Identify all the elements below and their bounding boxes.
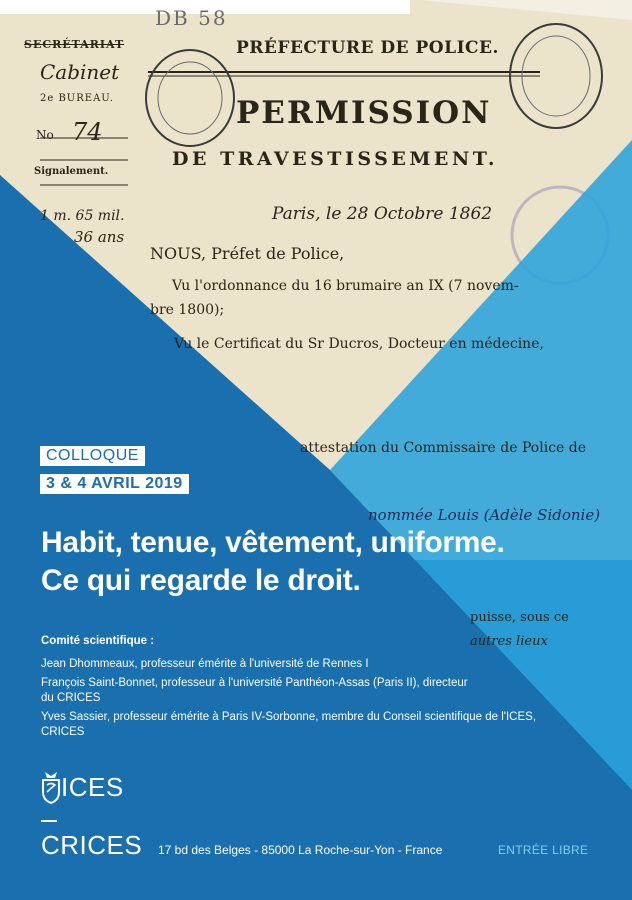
committee-member: Yves Sassier, professeur émérite à Paris IV-Sorbonne, membre du Conseil scientifique de l'ICES, CRICES: [41, 711, 537, 738]
event-type-badge: COLLOQUE: [40, 446, 145, 466]
title-line-1: Habit, tenue, vêtement, uniforme.: [41, 526, 505, 559]
permission-heading: PERMISSION: [236, 95, 492, 131]
prefecture-heading: PRÉFECTURE DE POLICE.: [236, 38, 499, 58]
height-entry: 1 m. 65 mil.: [40, 208, 125, 224]
number-label: No: [36, 128, 54, 142]
committee-title: Comité scientifique :: [41, 635, 155, 647]
ices-name: ICES: [61, 771, 124, 802]
date-line: Paris, le 28 Octobre 1862: [272, 204, 493, 224]
nous-line: NOUS, Préfet de Police,: [150, 244, 345, 263]
free-entry-label: ENTRÉE LIBRE: [498, 843, 589, 857]
shield-crest-icon: [41, 770, 61, 804]
divider: [41, 820, 57, 822]
signalement-label: Signalement.: [34, 166, 109, 177]
number-value: 74: [72, 118, 103, 146]
text-line-2: bre 1800);: [150, 302, 225, 318]
scientific-committee: [41, 634, 581, 744]
age-entry: 36 ans: [74, 228, 125, 246]
text-line-4: attestation du Commissaire de Police de: [300, 440, 587, 456]
title-line-2: Ce qui regarde le droit.: [41, 564, 361, 597]
text-line-6: puisse, sous ce: [470, 610, 569, 625]
committee-member: Jean Dhommeaux, professeur émérite à l'université de Rennes I: [41, 658, 369, 670]
committee-member: François Saint-Bonnet, professeur à l'université Panthéon-Assas (Paris II), directeur du CRICES: [41, 677, 468, 704]
text-line-5: nommée Louis (Adèle Sidonie): [368, 506, 601, 524]
travestissement-heading: DE TRAVESTISSEMENT.: [172, 148, 499, 170]
text-line-7: autres lieux: [470, 634, 548, 649]
crices-name: CRICES: [41, 830, 143, 860]
event-dates-badge: 3 & 4 AVRIL 2019: [40, 474, 189, 494]
cabinet-handwriting: Cabinet: [40, 60, 120, 84]
bureau-label: 2e BUREAU.: [40, 93, 114, 104]
archive-mark: DB 58: [155, 6, 228, 30]
secretariat-label: SECRÉTARIAT: [24, 38, 125, 51]
address: 17 bd des Belges - 85000 La Roche-sur-Yon - France: [158, 843, 443, 857]
ices-logo: [41, 770, 124, 804]
event-title: [41, 524, 505, 600]
text-line-3: Vu le Certificat du Sr Ducros, Docteur en médecine,: [174, 336, 544, 352]
text-line-1: Vu l'ordonnance du 16 brumaire an IX (7 novem-: [172, 278, 519, 294]
